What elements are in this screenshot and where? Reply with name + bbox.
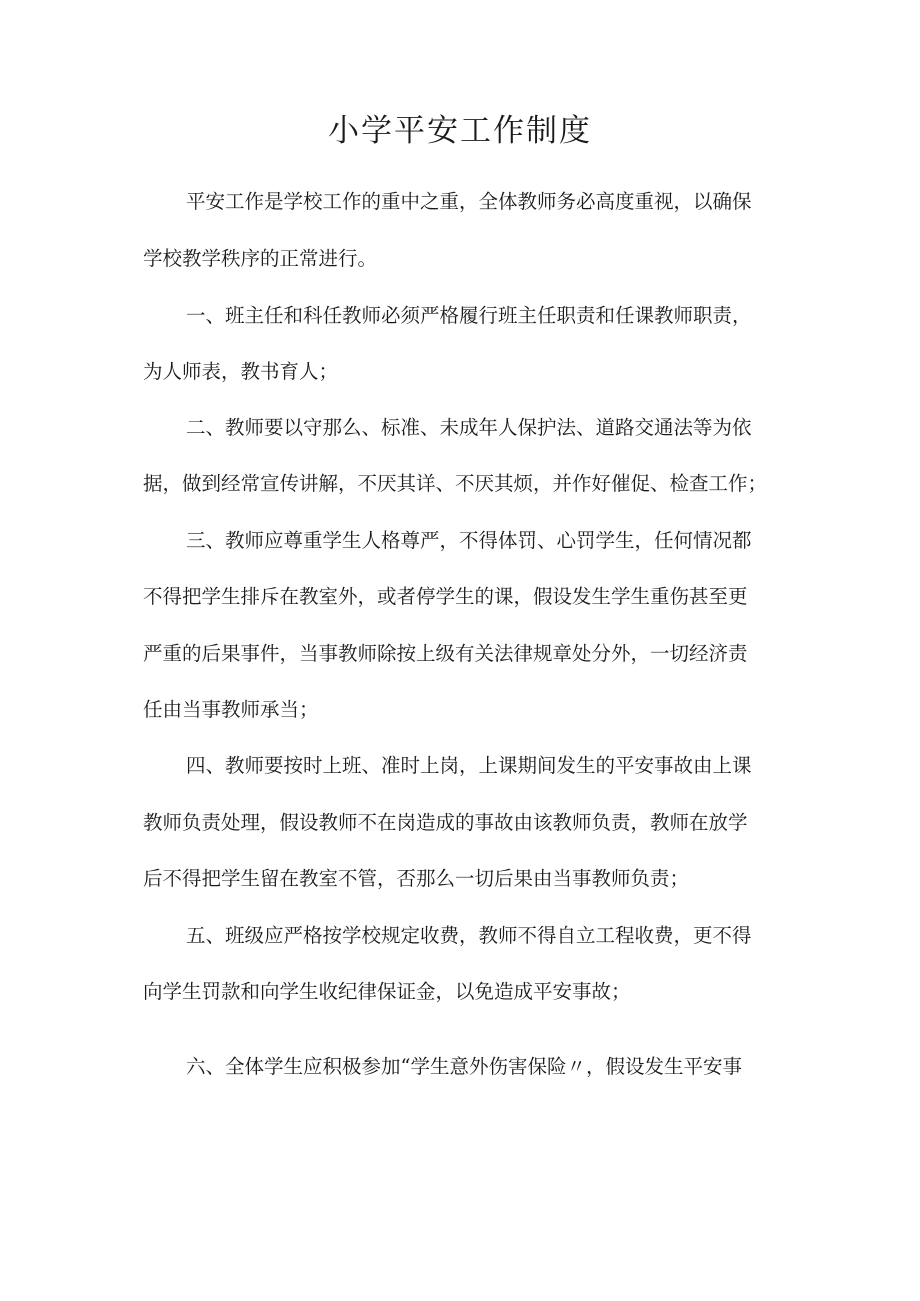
paragraph-line: 平安工作是学校工作的重中之重，全体教师务必高度重视，以确保: [186, 190, 752, 213]
paragraph-line: 二、教师要以守那么、标准、未成年人保护法、道路交通法等为依: [186, 416, 752, 439]
paragraph-line: 三、教师应尊重学生人格尊严，不得体罚、心罚学生，任何情况都: [186, 529, 752, 552]
paragraph-line: 任由当事教师承当；: [143, 698, 319, 721]
paragraph-line: 四、教师要按时上班、准时上岗，上课期间发生的平安事故由上课: [186, 754, 752, 777]
paragraph-line: 五、班级应严格按学校规定收费，教师不得自立工程收费，更不得: [186, 924, 752, 947]
document-title: 小学平安工作制度: [328, 113, 592, 149]
paragraph-line: 不得把学生排斥在教室外，或者停学生的课，假设发生学生重伤甚至更: [143, 585, 748, 608]
paragraph-line: 严重的后果事件，当事教师除按上级有关法律规章处分外，一切经济责: [143, 642, 748, 665]
paragraph-line: 后不得把学生留在教室不管，否那么一切后果由当事教师负责；: [143, 867, 690, 890]
paragraph-line: 据，做到经常宣传讲解，不厌其详、不厌其烦，并作好催促、检查工作；: [143, 472, 768, 495]
paragraph-line: 向学生罚款和向学生收纪律保证金，以免造成平安事故；: [143, 980, 631, 1003]
paragraph-line: 六、全体学生应积极参加“学生意外伤害保险〃，假设发生平安事: [186, 1055, 742, 1078]
paragraph-line: 为人师表，教书育人；: [143, 360, 339, 383]
paragraph-line: 学校教学秩序的正常进行。: [143, 247, 378, 270]
paragraph-line: 教师负责处理，假设教师不在岗造成的事故由该教师负责，教师在放学: [143, 811, 748, 834]
paragraph-line: 一、班主任和科任教师必须严格履行班主任职责和任课教师职责，: [186, 304, 752, 327]
